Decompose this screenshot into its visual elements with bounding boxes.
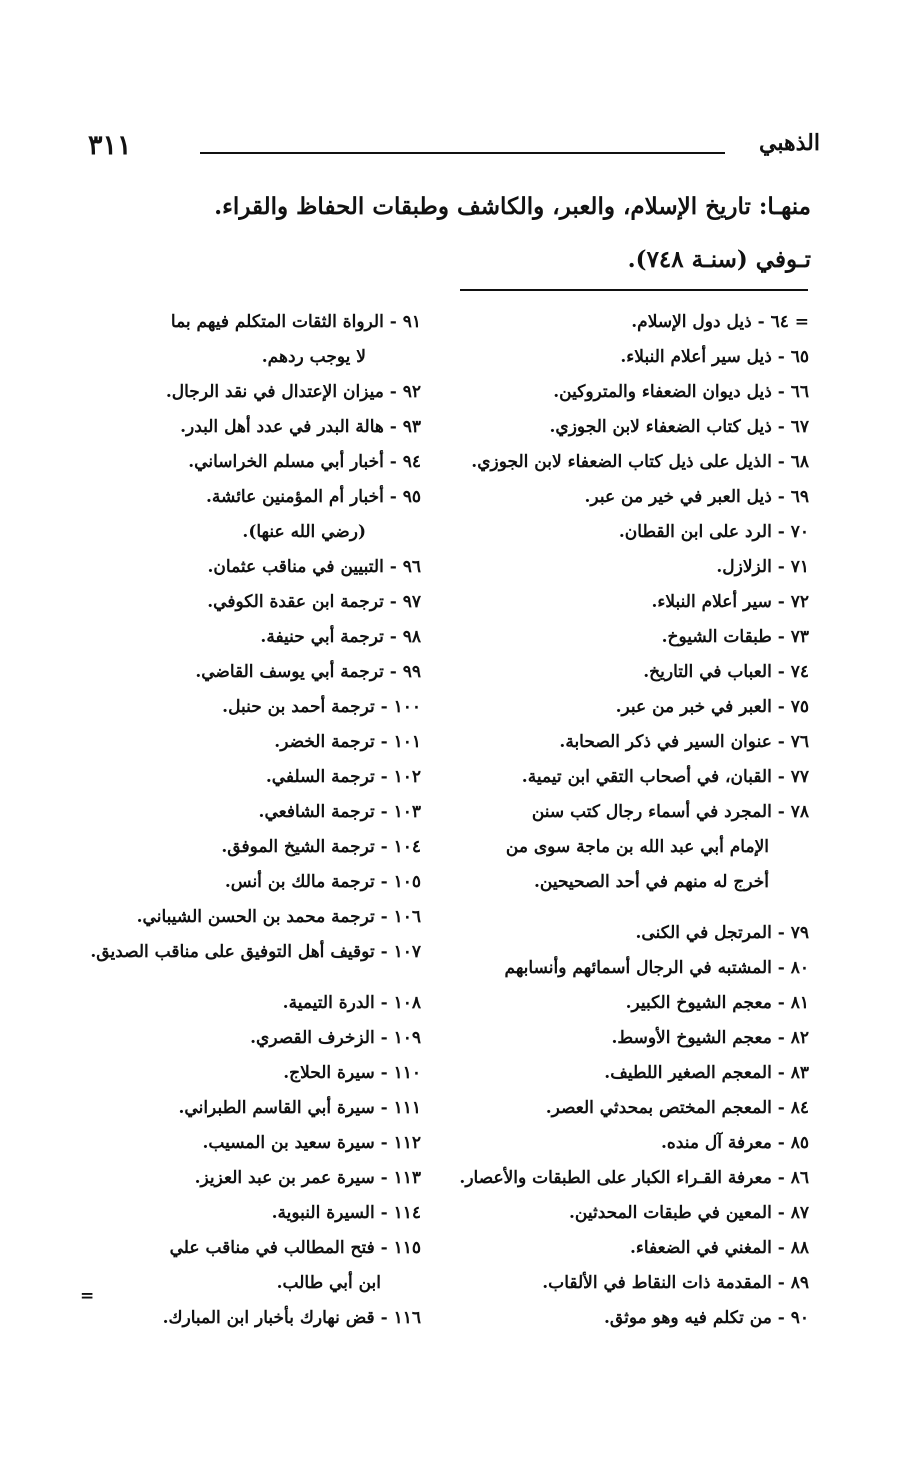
list-item: ١١٥ - فتح المطالب في مناقب علي [169,1238,421,1258]
list-item: ٩٨ - ترجمة أبي حنيفة. [260,627,421,647]
list-item: ٨٢ - معجم الشيوخ الأوسط. [611,1028,809,1048]
list-item: ٦٨ - الذيل على ذيل كتاب الضعفاء لابن الجوزي. [471,452,809,472]
list-item: ٩٣ - هالة البدر في عدد أهل البدر. [180,417,421,437]
list-item: ٧٨ - المجرد في أسماء رجال كتب سنن [531,802,809,822]
list-item-continuation: لا يوجب ردهم. [261,347,366,367]
continuation-marker: = [80,1286,95,1306]
list-item-continuation: أخرج له منهم في أحد الصحيحين. [533,872,769,892]
running-title: الذهبي [759,130,820,156]
list-item: ٧٦ - عنوان السير في ذكر الصحابة. [559,732,809,752]
list-item: ١٠٦ - ترجمة محمد بن الحسن الشيباني. [136,907,421,927]
list-item-continuation: ابن أبي طالب. [276,1273,381,1293]
list-item: ٦٩ - ذيل العبر في خير من عبر. [584,487,809,507]
list-item: ١٠٣ - ترجمة الشافعي. [258,802,421,822]
list-item: ٩٤ - أخبار أبي مسلم الخراساني. [188,452,421,472]
list-item: ٨٥ - معرفة آل منده. [661,1133,809,1153]
list-item: ١٠٧ - توقيف أهل التوفيق على مناقب الصديق. [90,942,421,962]
list-item: ٨٣ - المعجم الصغير اللطيف. [604,1063,809,1083]
spacer [0,970,421,986]
list-item: ٩٥ - أخبار أم المؤمنين عائشة. [206,487,421,507]
list-item: ١٠٨ - الدرة التيمية. [282,993,421,1013]
header-rule [200,152,725,154]
list-item: ٧٧ - القبان، في أصحاب التقي ابن تيمية. [521,767,809,787]
list-item: ٧٢ - سير أعلام النبلاء. [651,592,809,612]
list-item: ١١٤ - السيرة النبوية. [271,1203,421,1223]
list-item: ٩٦ - التبيين في مناقب عثمان. [207,557,421,577]
list-item: ١١٢ - سيرة سعيد بن المسيب. [202,1133,421,1153]
intro-line: منهـا: تاريخ الإسلام، والعبر، والكاشف وطبقات الحفاظ والقراء. [214,193,811,220]
list-item: ٨١ - معجم الشيوخ الكبير. [625,993,809,1013]
list-item: ٨٩ - المقدمة ذات النقاط في الألقاب. [542,1273,809,1293]
list-item: ٧١ - الزلازل. [716,557,809,577]
list-item: ٨٠ - المشتبه في الرجال أسمائهم وأنسابهم [504,958,809,978]
page-number: ٣١١ [88,130,132,161]
list-item: ٧٣ - طبقات الشيوخ. [661,627,809,647]
list-item: ٩٠ - من تكلم فيه وهو موثق. [604,1308,809,1328]
list-item-continuation: (رضي الله عنها). [242,522,366,542]
list-item: ٩٧ - ترجمة ابن عقدة الكوفي. [207,592,421,612]
list-item: ١١٣ - سيرة عمر بن عبد العزيز. [194,1168,421,1188]
list-item: ٦٧ - ذيل كتاب الضعفاء لابن الجوزي. [549,417,809,437]
list-item: = ٦٤ - ذيل دول الإسلام. [631,312,809,332]
list-item: ٨٦ - معرفة القـراء الكبار على الطبقات والأعصار. [459,1168,809,1188]
intro-line: تـوفي (سنـة ٧٤٨). [627,246,811,273]
list-item: ٩١ - الرواة الثقات المتكلم فيهم بما [170,312,421,332]
list-item: ١٠٢ - ترجمة السلفي. [265,767,421,787]
list-item: ٨٨ - المغني في الضعفاء. [629,1238,809,1258]
section-divider [460,289,808,291]
intro-paragraph [171,180,811,286]
list-item: ٨٧ - المعين في طبقات المحدثين. [568,1203,809,1223]
list-item: ٩٩ - ترجمة أبي يوسف القاضي. [195,662,421,682]
list-item: ١٠١ - ترجمة الخضر. [274,732,421,752]
list-item: ٨٤ - المعجم المختص بمحدثي العصر. [545,1098,809,1118]
list-item: ١٠٤ - ترجمة الشيخ الموفق. [221,837,421,857]
page-header [60,130,820,170]
list-item: ١٠٠ - ترجمة أحمد بن حنبل. [222,697,421,717]
list-item: ٧٠ - الرد على ابن القطان. [618,522,809,542]
list-item: ١١٦ - قض نهارك بأخبار ابن المبارك. [162,1308,421,1328]
list-item: ٧٥ - العبر في خبر من عبر. [615,697,809,717]
spacer [419,900,809,916]
list-item: ١١١ - سيرة أبي القاسم الطبراني. [178,1098,421,1118]
list-item: ٧٤ - العباب في التاريخ. [643,662,809,682]
list-item: ١١٠ - سيرة الحلاج. [283,1063,421,1083]
works-list-left [0,305,421,1336]
list-item: ٧٩ - المرتجل في الكنى. [635,923,809,943]
list-item-continuation: الإمام أبي عبد الله بن ماجة سوى من [505,837,769,857]
list-item: ٦٦ - ذيل ديوان الضعفاء والمتروكين. [553,382,809,402]
list-item: ٩٢ - ميزان الإعتدال في نقد الرجال. [165,382,421,402]
list-item: ١٠٥ - ترجمة مالك بن أنس. [224,872,421,892]
list-item: ٦٥ - ذيل سير أعلام النبلاء. [620,347,809,367]
list-item: ١٠٩ - الزخرف القصري. [250,1028,421,1048]
works-list-right [419,305,809,1336]
